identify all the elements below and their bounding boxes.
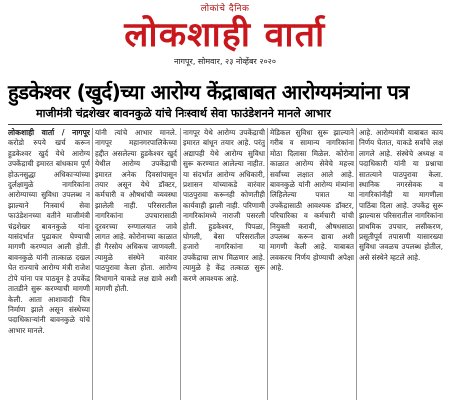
article-column-1: [8, 128, 90, 403]
article-column-5: [359, 128, 443, 403]
dateline: नागपूर, सोमवार, २३ नोव्हेंबर २०२०: [173, 57, 277, 66]
article-headline: हुडकेश्वर (खुर्द)च्या आरोग्य केंद्राबाबत आरोग्यमंत्र्यांना पत्र: [8, 80, 409, 104]
column-divider: [92, 128, 93, 400]
article-column-4: [270, 128, 354, 403]
article-byline: लोकशाही वार्ता / नागपूर: [8, 128, 90, 137]
column-divider: [267, 128, 268, 400]
column-text: करोडो रुपये खर्च करून हुडकेश्वर खुर्द येथे आरोग्य उपकेंद्राची इमारत बांधकाम पूर्ण होऊनसुद्धा अधिकाऱ्यांच्या दुर्लक्षामुळे नागरिकांना आरोग्याच्या सुविधा उपलब्ध न झाल्याने निःस्वार्थ सेवा फाउंडेशनच्या वतीने माजीमंत्री चंद्रशेखर बावनकुळे यांना यासंदर्भात पुढाकार घेण्याची मागणी करण्यात आली होती. बावनकुळे यांनी तात्काळ दखल घेत राज्याचे आरोग्य मंत्री राजेश टोपे यांना पत्र पाठवून हे उपकेंद्र तातडीने सुरू करण्याची मागणी केली. आता आशावादी चित्र निर्माण झाले असून संस्थेच्या पदाधिकाऱ्यांनी बावनकुळे यांचे आभार मानले.: [8, 138, 90, 335]
masthead: [0, 4, 450, 54]
column-text: नागपूर येथे आरोग्य उपकेंद्राची इमारत बांधून तयार आहे. परंतु अद्यापही येथे आरोग्य सुविधा सुरू करण्यात आलेल्या नाहीत. या संदर्भात आरोग्य अधिकारी, प्रशासन यांच्याकडे वारंवार पाठपुरावा करूनही कोणतीही कार्यवाही झाली नाही. परिणामी नागरिकांमध्ये नाराजी पसरली होती. हुडकेश्वर, पिपळा, घोगली, बेसा परिसरातील हजारो नागरिकांना या उपकेंद्राचा लाभ मिळणार आहे. त्यामुळे हे केंद्र तत्काळ सुरू करणे आवश्यक आहे.: [183, 128, 265, 283]
headline-divider: [8, 124, 442, 125]
article-subheadline: माजीमंत्री चंद्रशेखर बावनकुळे यांचे निःस्वार्थ सेवा फाउंडेशनने मानले आभार: [36, 107, 331, 120]
masthead-tagline: लोकांचे दैनिक: [200, 4, 250, 14]
article-column-3: [183, 128, 265, 403]
column-text: आहे. आरोग्यमंत्री याबाबत काय निर्णय घेतात, याकडे सर्वांचे लक्ष लागले आहे. संस्थेचे अध्यक्ष व पदाधिकारी यांनी या प्रश्नाचा सातत्याने पाठपुरावा केला. स्थानिक नगरसेवक व नागरिकांनीही या मागणीला पाठिंबा दिला आहे. उपकेंद्र सुरू झाल्यास परिसरातील नागरिकांना प्राथमिक उपचार, लसीकरण, प्रसूतीपूर्व तपासणी यासारख्या सुविधा जवळच उपलब्ध होतील, असे संस्थेने म्हटले आहे.: [359, 128, 443, 262]
article-column-2: [95, 128, 177, 403]
column-divider: [180, 128, 181, 400]
newspaper-name: लोकशाही वार्ता: [124, 15, 326, 55]
column-divider: [356, 128, 357, 400]
column-text: मेडिकल सुविधा सुरू झाल्याने गरीब व सामान्य नागरिकांना मोठा दिलासा मिळेल. कोरोना काळात आरोग्य सेवेचे महत्त्व सर्वांच्या लक्षात आले आहे. बावनकुळे यांनी आरोग्य मंत्र्यांना लिहिलेल्या पत्रात या उपकेंद्रासाठी आवश्यक डॉक्टर, परिचारिका व कर्मचारी यांची नियुक्ती करावी, औषधसाठा उपलब्ध करून द्यावा अशी मागणी केली आहे. याबाबत लवकरच निर्णय होण्याची अपेक्षा आहे.: [270, 128, 354, 273]
column-text: यांनी त्यांचे आभार मानले. नागपूर महानगरपालिकेच्या हद्दीत असलेल्या हुडकेश्वर खुर्द येथील आरोग्य उपकेंद्राची इमारत अनेक दिवसांपासून तयार असून येथे डॉक्टर, कर्मचारी व औषधांची व्यवस्था झालेली नाही. परिसरातील नागरिकांना उपचारासाठी दूरवरच्या रुग्णालयात जावे लागत आहे. कोरोनाच्या काळात ही गैरसोय अधिकच जाणवली. त्यामुळे संस्थेने वारंवार पाठपुरावा केला होता. आरोग्य विभागाने याकडे लक्ष द्यावे अशी मागणी होती.: [95, 128, 177, 294]
